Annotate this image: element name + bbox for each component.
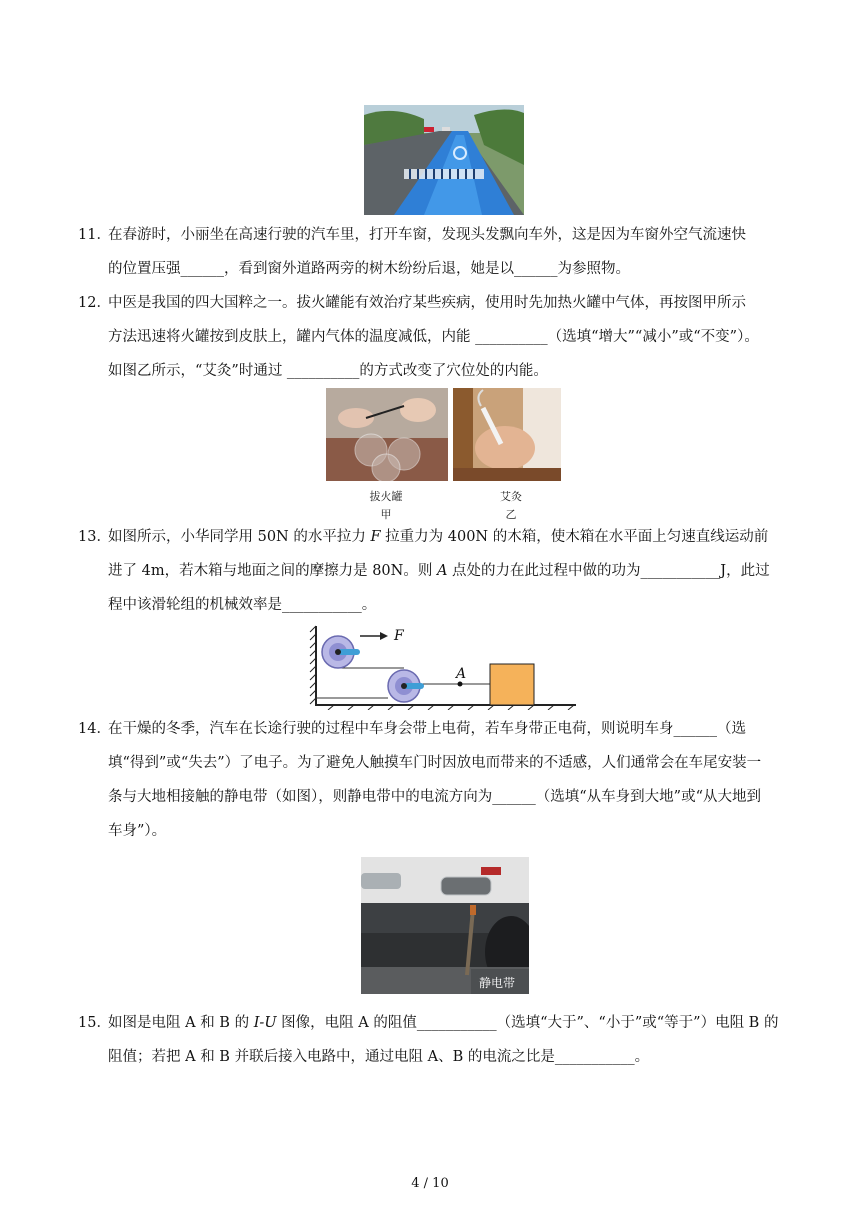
point-a-label: A <box>456 666 467 682</box>
car-rear-illustration <box>361 857 529 994</box>
car-static-strap-photo <box>361 857 529 994</box>
question-number: 12． <box>78 295 111 311</box>
variable-a: A <box>436 563 448 579</box>
question-13 <box>78 520 798 622</box>
page-number: 4 / 10 <box>411 1176 449 1191</box>
music-road-illustration <box>364 105 524 215</box>
cupping-illustration <box>326 388 448 481</box>
figure-caption: 艾灸 <box>500 490 522 503</box>
question-text: 中医是我国的四大国粹之一。拔火罐能有效治疗某些疾病，使用时先加热火罐中气体，再按图甲所示 <box>108 295 746 311</box>
variable-f: F <box>370 529 381 545</box>
question-text: 填“得到”或“失去”）了电子。为了避免人触摸车门时因放电而带来的不适感，人们通常会在车尾安装一 <box>108 755 762 771</box>
question-14 <box>78 712 798 848</box>
question-text: 在春游时，小丽坐在高速行驶的汽车里，打开车窗，发现头发飘向车外，这是因为车窗外空气流速快 <box>108 227 746 243</box>
pulley-diagram <box>308 622 580 710</box>
question-11 <box>78 218 798 286</box>
question-12 <box>78 286 798 388</box>
question-text: 阻值；若把 A 和 B 并联后接入电路中，通过电阻 A、B 的电流之比是___________。 <box>108 1049 650 1065</box>
figure-caption: 甲 <box>380 508 392 521</box>
question-text: 方法迅速将火罐按到皮肤上，罐内气体的温度减低，内能 __________（选填“增大”“减小”或“不变”）。 <box>108 329 759 345</box>
question-text: 如图乙所示，“艾灸”时通过 __________的方式改变了穴位处的内能。 <box>108 363 548 379</box>
cupping-photo <box>326 388 448 481</box>
figure-caption: 拔火罐 <box>369 490 403 503</box>
question-number: 15． <box>78 1015 111 1031</box>
force-label: F <box>394 628 404 644</box>
question-text: 的位置压强______，看到窗外道路两旁的树木纷纷后退，她是以______为参照物。 <box>108 261 630 277</box>
question-text: 进了 4m，若木箱与地面之间的摩擦力是 80N。则 <box>108 563 437 579</box>
question-number: 13． <box>78 529 111 545</box>
question-number: 14． <box>78 721 111 737</box>
pulley-illustration <box>308 622 580 710</box>
question-text: 拉重力为 400N 的木箱，使木箱在水平面上匀速直线运动前 <box>380 529 769 545</box>
variable-iu: I-U <box>253 1015 277 1031</box>
question-text: 条与大地相接触的静电带（如图），则静电带中的电流方向为______（选填“从车身到大地”或“从大地到 <box>108 789 761 805</box>
photo-label: 静电带 <box>479 976 516 990</box>
question-text: 点处的力在此过程中做的功为___________J，此过 <box>447 563 770 579</box>
question-text: 程中该滑轮组的机械效率是___________。 <box>108 597 377 613</box>
question-text: 如图是电阻 A 和 B 的 <box>108 1015 254 1031</box>
question-text: 图像，电阻 A 的阻值___________（选填“大于”、“小于”或“等于”）电阻 B 的 <box>276 1015 779 1031</box>
moxibustion-illustration <box>453 388 561 481</box>
music-road-photo <box>364 105 524 215</box>
figure-caption: 乙 <box>505 508 517 521</box>
question-15 <box>78 1006 798 1074</box>
question-text: 车身”）。 <box>108 823 167 839</box>
question-number: 11． <box>78 227 111 243</box>
question-text: 如图所示，小华同学用 50N 的水平拉力 <box>108 529 371 545</box>
moxibustion-photo <box>453 388 561 481</box>
question-text: 在干燥的冬季，汽车在长途行驶的过程中车身会带上电荷，若车身带正电荷，则说明车身______（选 <box>108 721 746 737</box>
